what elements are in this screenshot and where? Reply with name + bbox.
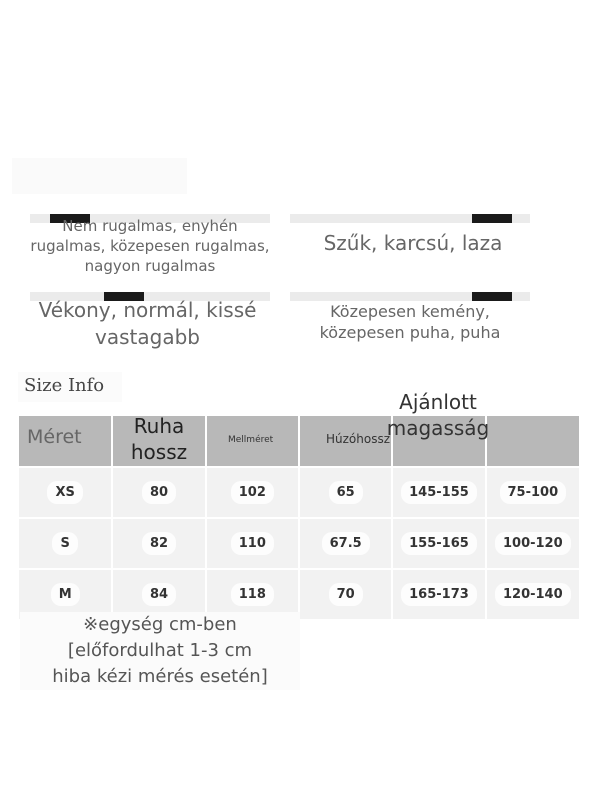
softness-label: Közepesen kemény, közepesen puha, puha xyxy=(319,302,501,342)
header-chest-label: Mellméret xyxy=(228,435,274,445)
pull-length-cell: 67.5 xyxy=(299,518,392,569)
table-header-row xyxy=(19,416,579,467)
header-extra-cell xyxy=(486,416,579,467)
header-size-label: Méret xyxy=(27,426,82,448)
softness-scale xyxy=(290,292,530,301)
blank-banner xyxy=(12,158,187,194)
elasticity-label: Nem rugalmas, enyhén rugalmas, közepesen rugalmas, nagyon rugalmas xyxy=(30,217,270,275)
chest-cell: 102 xyxy=(206,467,299,518)
size-cell: M xyxy=(19,569,112,619)
extra-cell: 100-120 xyxy=(486,518,579,569)
size-cell: S xyxy=(19,518,112,569)
chest-cell: 110 xyxy=(206,518,299,569)
fit-label: Szűk, karcsú, laza xyxy=(323,231,503,255)
header-height-label: Ajánlott magasság xyxy=(386,390,490,440)
size-table xyxy=(19,416,579,619)
fit-indicator xyxy=(472,214,512,223)
size-info-title: Size Info xyxy=(18,372,122,402)
table-row xyxy=(19,467,579,518)
length-cell: 84 xyxy=(112,569,205,619)
extra-cell: 120-140 xyxy=(486,569,579,619)
height-cell: 155-165 xyxy=(392,518,485,569)
extra-cell: 75-100 xyxy=(486,467,579,518)
height-cell: 145-155 xyxy=(392,467,485,518)
pull-length-cell: 70 xyxy=(299,569,392,619)
height-cell: 165-173 xyxy=(392,569,485,619)
header-length-label: Ruha hossz xyxy=(130,414,188,464)
table-row xyxy=(19,518,579,569)
thickness-label: Vékony, normál, kissé vastagabb xyxy=(38,298,257,349)
size-cell: XS xyxy=(19,467,112,518)
chest-cell: 118 xyxy=(206,569,299,619)
pull-length-cell: 65 xyxy=(299,467,392,518)
length-cell: 82 xyxy=(112,518,205,569)
softness-indicator xyxy=(472,292,512,301)
length-cell: 80 xyxy=(112,467,205,518)
measurement-note: ※egység cm-ben [előfordulhat 1-3 cm hiba kézi mérés esetén] xyxy=(52,614,268,687)
fit-scale xyxy=(290,214,530,223)
header-pull-length-label: Húzóhossz xyxy=(326,432,391,446)
